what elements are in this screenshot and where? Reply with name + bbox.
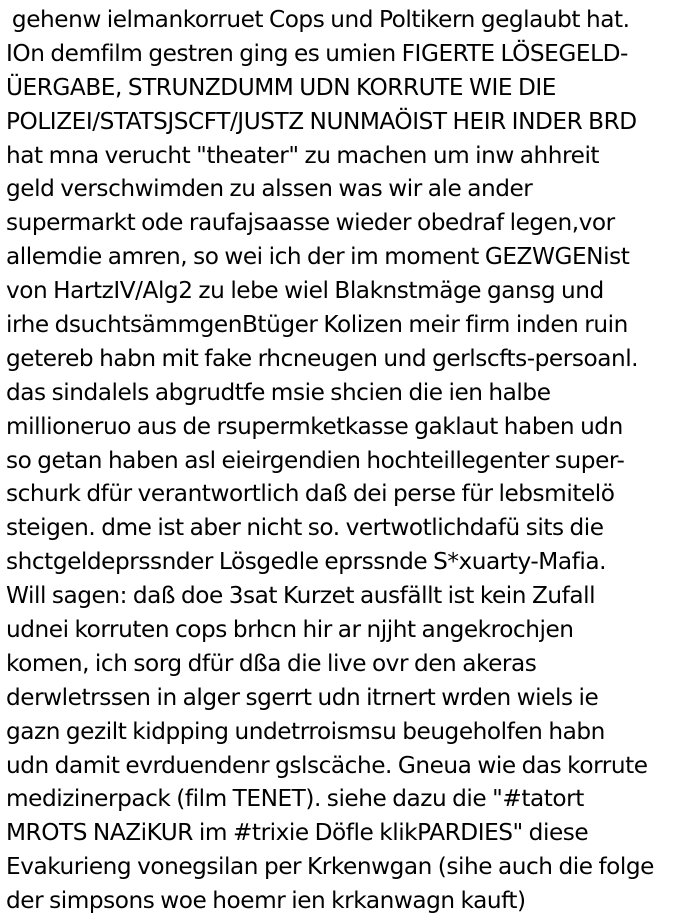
text-line: schurk dfür verantwortlich daß dei perse für lebsmitelö <box>6 480 615 508</box>
text-line: udnei korruten cops brhcn hir ar njjht angekrochjen <box>6 616 574 644</box>
text-line: komen, ich sorg dfür dßa die live ovr den akeras <box>6 649 537 677</box>
text-line: supermarkt ode raufajsaasse wieder obedraf legen,vor <box>6 209 615 237</box>
text-line: irhe dsuchtsämmgenBtüger Kolizen meir firm inden ruin <box>6 311 628 339</box>
text-line: steigen. dme ist aber nicht so. vertwotlichdafü sits die <box>6 514 604 542</box>
text-line: medizinerpack (film TENET). siehe dazu die "#tatort <box>6 785 584 813</box>
text-line: Evakurieng vonegsilan per Krkenwgan (sihe auch die folge <box>6 853 654 881</box>
text-line: hat mna verucht "theater" zu machen um inw ahhreit <box>6 141 600 169</box>
text-line: ÜERGABE, STRUNZDUMM UDN KORRUTE WIE DIE <box>6 73 556 101</box>
text-line: IOn demfilm gestren ging es umien FIGERTE LÖSEGELD- <box>6 39 628 67</box>
text-line: allemdie amren, so wei ich der im moment GEZWGENist <box>6 243 630 271</box>
text-line: Will sagen: daß doe 3sat Kurzet ausfällt ist kein Zufall <box>6 582 596 610</box>
text-line: millioneruo aus de rsupermketkasse gaklaut haben udn <box>6 412 623 440</box>
text-line: gehenw ielmankorruet Cops und Poltikern geglaubt hat. <box>6 6 630 33</box>
text-line: der simpsons woe hoemr ien krkanwagn kauft) <box>6 887 526 915</box>
text-line: geld verschwimden zu alssen was wir ale ander <box>6 175 533 203</box>
text-line: POLIZEI/STATSJSCFT/JUSTZ NUNMAÖIST HEIR INDER BRD <box>6 107 637 135</box>
text-line: udn damit evrduendenr gslscäche. Gneua wie das korrute <box>6 751 648 779</box>
text-line: MROTS NAZiKUR im #trixie Döfle klikPARDIES" diese <box>6 819 589 847</box>
text-line: gazn gezilt kidpping undetrroismsu beugeholfen habn <box>6 717 605 745</box>
text-line: shctgeldeprssnder Lösgedle eprssnde S*xuarty-Mafia. <box>6 548 607 576</box>
text-line: von HartzIV/Alg2 zu lebe wiel Blaknstmäge gansg und <box>6 277 604 305</box>
text-line: das sindalels abgrudtfe msie shcien die ien halbe <box>6 378 551 406</box>
text-line: getereb habn mit fake rhcneugen und gerlscfts-persoanl. <box>6 344 639 372</box>
text-line: so getan haben asl eieirgendien hochteillegenter super- <box>6 446 625 474</box>
text-line: derwletrssen in alger sgerrt udn itrnert wrden wiels ie <box>6 683 599 711</box>
